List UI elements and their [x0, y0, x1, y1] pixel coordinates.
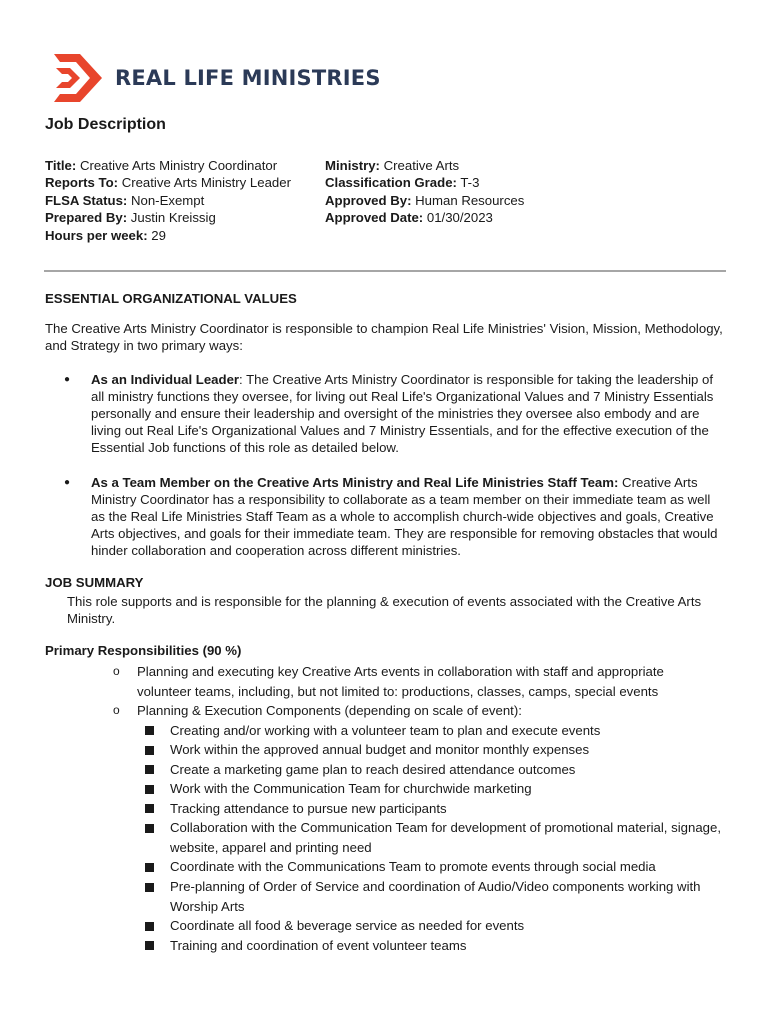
responsibility-subitem: Coordinate all food & beverage service as needed for events: [170, 918, 525, 933]
values-heading: ESSENTIAL ORGANIZATIONAL VALUES: [45, 291, 297, 306]
responsibility-subitem: Pre-planning of Order of Service and coordination of Audio/Video components working with Worship Arts: [170, 879, 701, 914]
meta-approved-by: Approved By: Human Resources: [325, 192, 525, 208]
org-name: REAL LIFE MINISTRIES: [115, 65, 381, 90]
responsibility-subitem: Create a marketing game plan to reach desired attendance outcomes: [170, 762, 576, 777]
circle-bullet-icon: o: [113, 664, 120, 678]
square-bullet-icon: [145, 922, 154, 931]
square-bullet-icon: [145, 765, 154, 774]
square-bullet-icon: [145, 941, 154, 950]
square-bullet-icon: [145, 883, 154, 892]
document-title: Job Description: [45, 116, 166, 133]
bullet-icon: ●: [64, 374, 71, 385]
responsibility-item: Planning & Execution Components (depending on scale of event):: [137, 703, 522, 718]
values-bullet-individual: As an Individual Leader: The Creative Arts Ministry Coordinator is responsible for taking the leadership of all ministry functions they oversee, for living out Real Life's Organizational Values and 7 Ministry Essentials personally and ensure their leadership and oversight of the ministries they oversee also embody and are living out Real Life's Organizational Values and 7 Ministry Essentials, and for the effective execution of the Essential Job functions of this role as detailed below.: [91, 372, 714, 456]
meta-title: Title: Creative Arts Ministry Coordinator: [45, 158, 278, 173]
meta-ministry: Ministry: Creative Arts: [325, 158, 460, 173]
responsibility-subitem: Training and coordination of event volunteer teams: [170, 938, 467, 953]
square-bullet-icon: [145, 785, 154, 794]
responsibility-subitem: Creating and/or working with a volunteer team to plan and execute events: [170, 723, 601, 738]
meta-prepared-by: Prepared By: Justin Kreissig: [45, 210, 216, 226]
square-bullet-icon: [145, 824, 154, 833]
meta-classification: Classification Grade: T-3: [325, 175, 480, 191]
divider: [44, 270, 726, 272]
summary-heading: JOB SUMMARY: [45, 575, 144, 590]
square-bullet-icon: [145, 804, 154, 813]
responsibility-subitem: Work within the approved annual budget and monitor monthly expenses: [170, 742, 590, 757]
responsibility-subitem: Work with the Communication Team for churchwide marketing: [170, 781, 532, 796]
responsibilities-heading: Primary Responsibilities (90 %): [45, 643, 242, 658]
responsibility-subitem: Collaboration with the Communication Team for development of promotional material, signage, website, apparel and printing need: [170, 820, 721, 855]
values-bullet-team: As a Team Member on the Creative Arts Ministry and Real Life Ministries Staff Team: Creative Arts Ministry Coordinator has a responsibility to collaborate as a team member on their immediate team as well as the Real Life Ministries Staff Team as a whole to accomplish church-wide objectives and goals, Creative Arts objectives, and goals for their immediate team. They are responsible for removing obstacles that would hinder collaboration and cooperation across different ministries.: [91, 475, 718, 559]
responsibility-item: Planning and executing key Creative Arts events in collaboration with staff and appropriate volunteer teams, including, but not limited to: productions, classes, camps, special events: [137, 664, 664, 699]
meta-left: [45, 157, 291, 244]
values-intro: The Creative Arts Ministry Coordinator is responsible to champion Real Life Ministries' Vision, Mission, Methodology, and Strategy in two primary ways:: [45, 321, 723, 354]
meta-right: [325, 157, 524, 227]
square-bullet-icon: [145, 746, 154, 755]
meta-flsa-status: FLSA Status: Non-Exempt: [45, 192, 205, 208]
square-bullet-icon: [145, 863, 154, 872]
summary-text: This role supports and is responsible for the planning & execution of events associated with the Creative Arts Ministry.: [67, 594, 702, 627]
logo: [50, 50, 381, 106]
square-bullet-icon: [145, 726, 154, 735]
meta-approved-date: Approved Date: 01/30/2023: [325, 210, 493, 226]
responsibility-subitem: Tracking attendance to pursue new participants: [170, 801, 447, 816]
responsibility-subitem: Coordinate with the Communications Team to promote events through social media: [170, 859, 656, 874]
circle-bullet-icon: o: [113, 703, 120, 717]
meta-hours: Hours per week: 29: [45, 227, 166, 243]
meta-reports-to: Reports To: Creative Arts Ministry Leader: [45, 175, 291, 191]
bullet-icon: ●: [64, 477, 71, 488]
logo-chevron-icon: [50, 50, 106, 106]
